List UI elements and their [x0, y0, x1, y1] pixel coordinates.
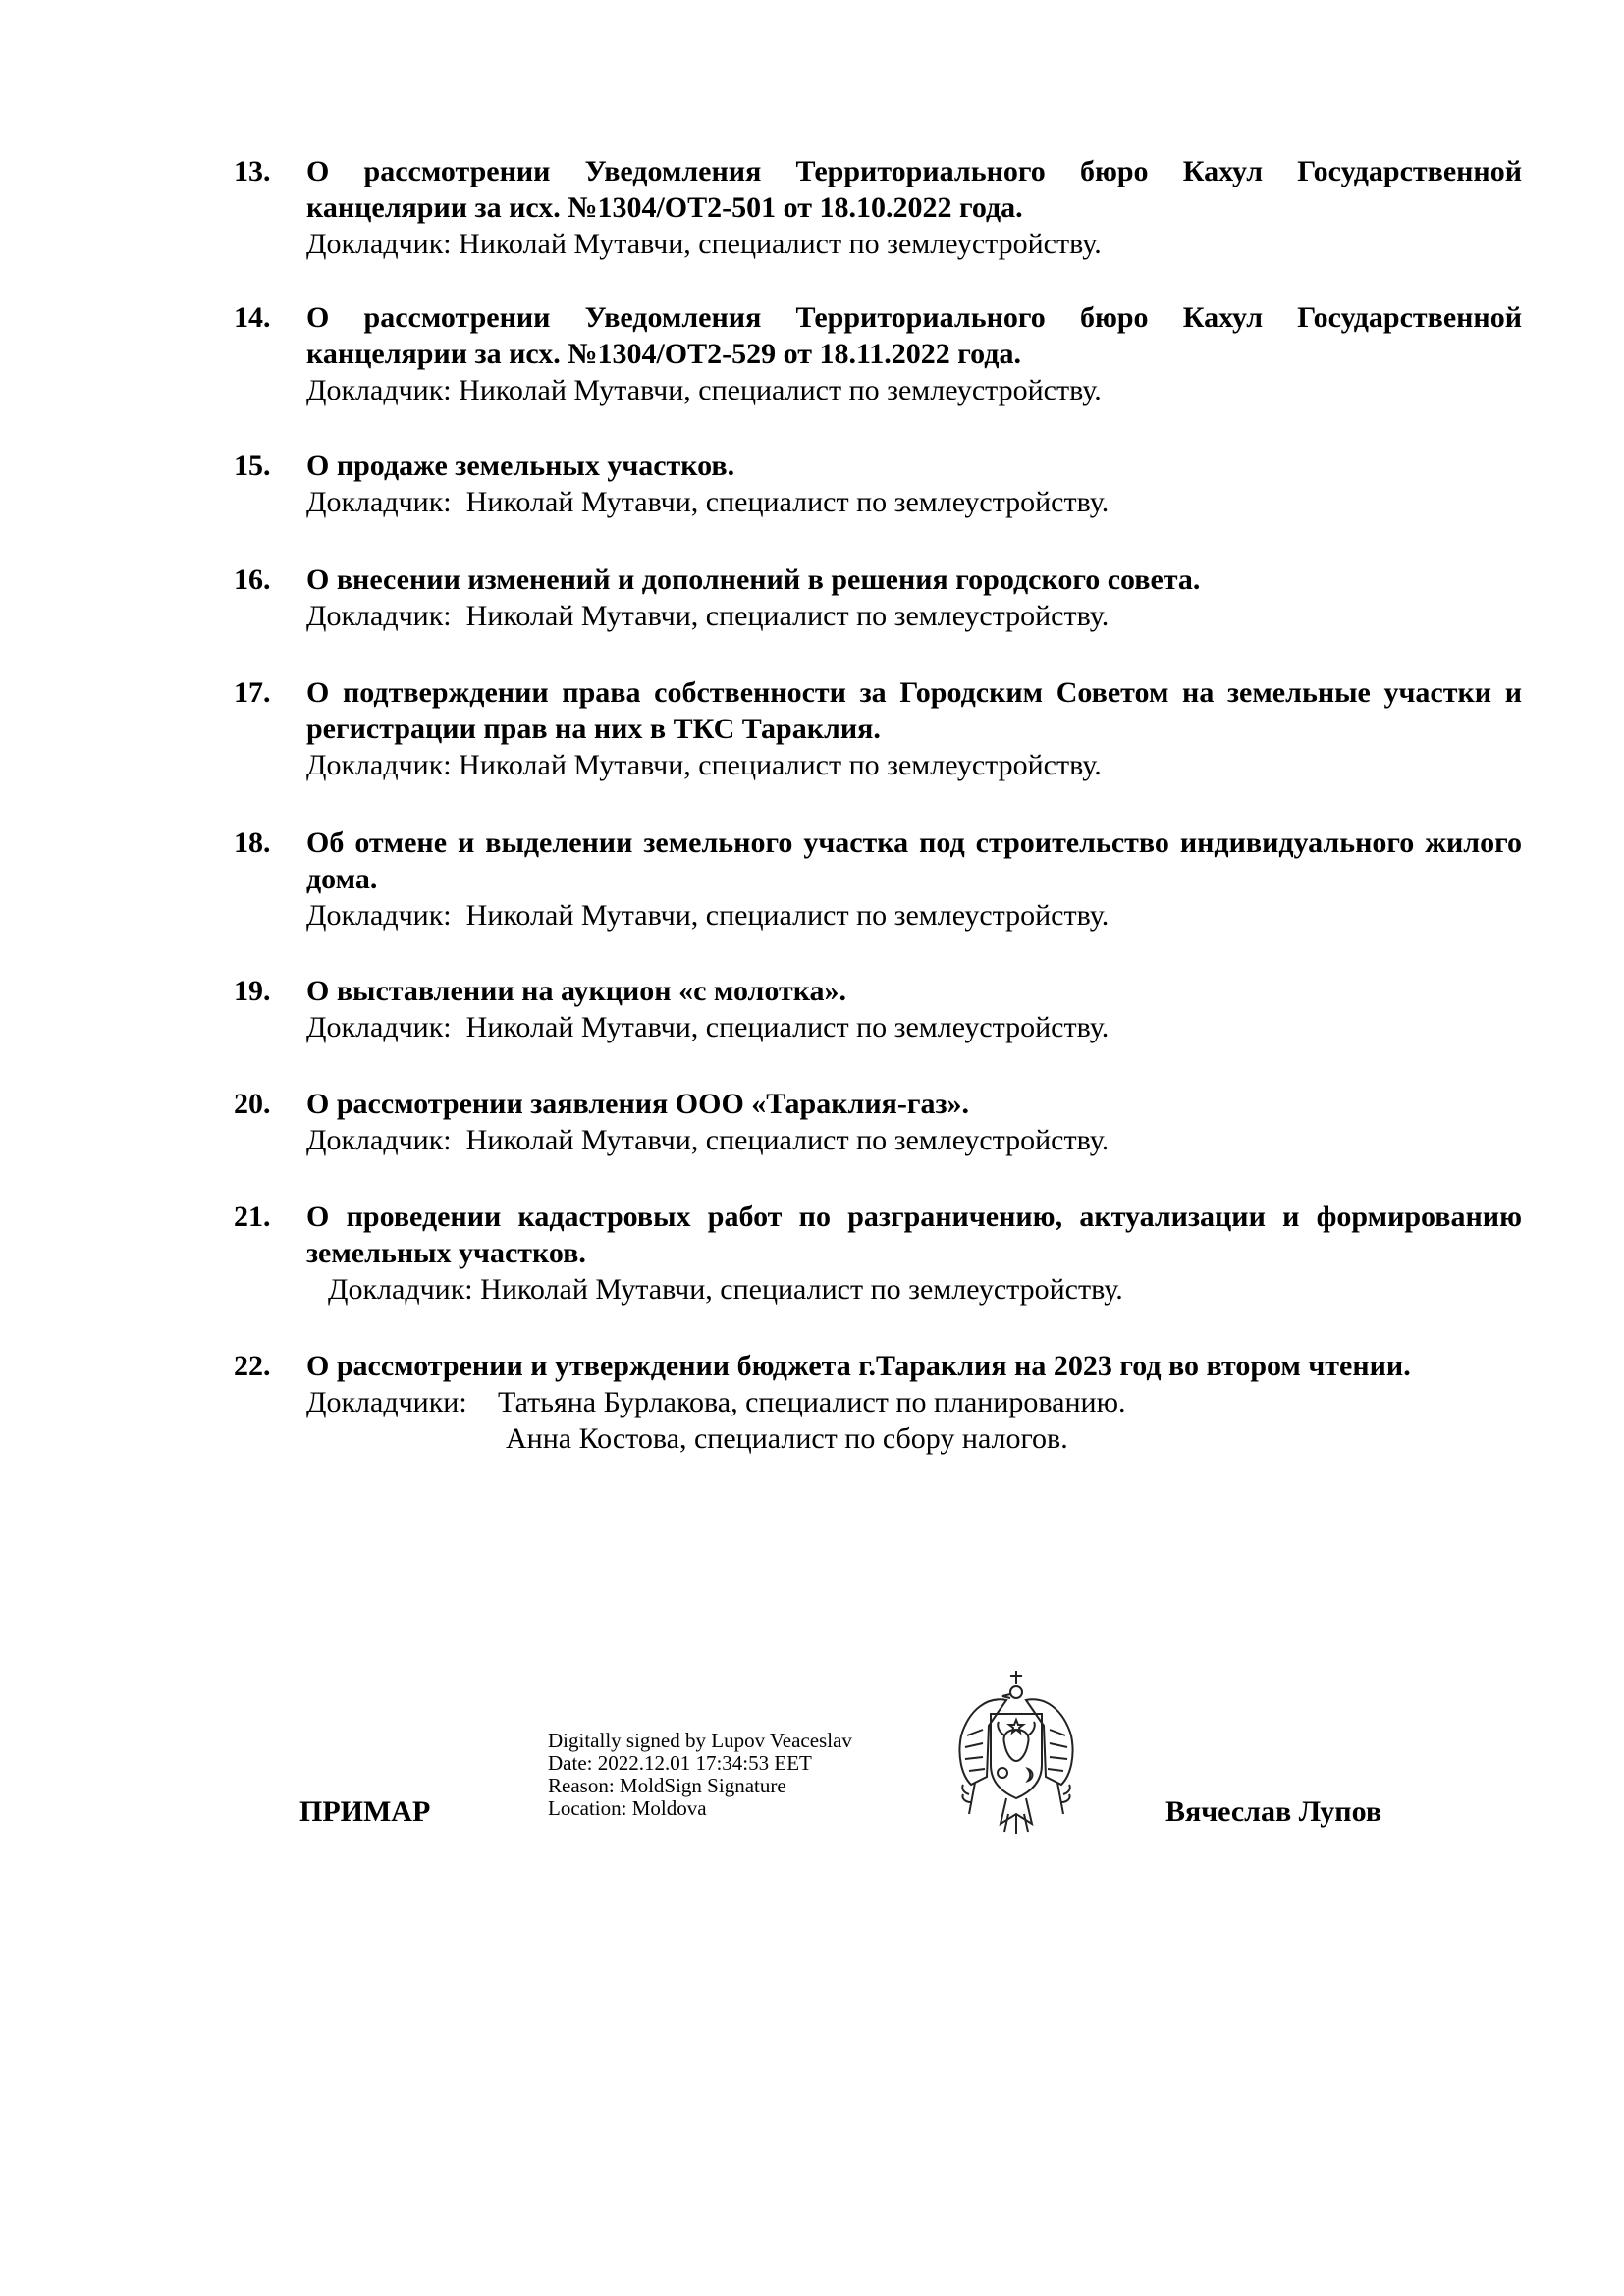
- agenda-item-14: [234, 299, 1522, 408]
- item-speaker: [306, 598, 1522, 634]
- signature-role: ПРИМАР: [299, 1795, 431, 1828]
- speaker-label: Докладчик:: [306, 374, 452, 406]
- agenda-item-16: [234, 561, 1522, 634]
- speaker-label: Докладчик:: [306, 486, 452, 518]
- agenda-item-15: [234, 448, 1522, 520]
- item-title: Об отмене и выделении земельного участка под строительство индивидуального жилого дома.: [306, 827, 1522, 895]
- agenda-list: [234, 153, 1522, 1457]
- item-speaker-2: Анна Костова, специалист по сбору налогов.: [506, 1422, 1068, 1455]
- item-title: О рассмотрении и утверждении бюджета г.Тараклия на 2023 год во втором чтении.: [306, 1350, 1411, 1382]
- item-speaker: [306, 372, 1522, 408]
- speaker-text: Николай Мутавчи, специалист по землеустройству.: [459, 749, 1102, 781]
- digital-signature-line: Date: 2022.12.01 17:34:53 EET: [548, 1751, 812, 1775]
- digital-signature-line: Location: Moldova: [548, 1796, 707, 1820]
- item-title: О рассмотрении заявления ООО «Тараклия-газ».: [306, 1088, 970, 1120]
- agenda-item-17: [234, 674, 1522, 783]
- speaker-text: Николай Мутавчи, специалист по землеустройству.: [459, 374, 1102, 406]
- item-number: 20.: [234, 1088, 271, 1120]
- speaker-label: Докладчик:: [306, 1124, 452, 1156]
- speaker-label: Докладчик:: [306, 1011, 452, 1043]
- digital-signature-line: Digitally signed by Lupov Veaceslav: [548, 1729, 852, 1752]
- speaker-label: Докладчик:: [328, 1273, 473, 1306]
- item-number: 15.: [234, 450, 271, 482]
- speaker-text: Николай Мутавчи, специалист по землеустройству.: [465, 1011, 1110, 1043]
- speaker-text: Татьяна Бурлакова, специалист по планированию.: [498, 1386, 1126, 1418]
- item-title: О внесении изменений и дополнений в решения городского совета.: [306, 563, 1201, 596]
- speaker-text: Николай Мутавчи, специалист по землеустройству.: [465, 1124, 1110, 1156]
- item-speaker: [306, 1122, 1522, 1158]
- agenda-item-19: [234, 973, 1522, 1045]
- speaker-text: Николай Мутавчи, специалист по землеустройству.: [465, 486, 1110, 518]
- speaker-label: Докладчик:: [306, 899, 452, 932]
- item-number: 16.: [234, 563, 271, 596]
- speaker-label: Докладчик:: [306, 749, 452, 781]
- item-speaker: [328, 1271, 1522, 1308]
- speaker-label: Докладчики:: [306, 1386, 467, 1418]
- speaker-text: Николай Мутавчи, специалист по землеустройству.: [465, 899, 1110, 932]
- speaker-text: Николай Мутавчи, специалист по землеустройству.: [459, 228, 1102, 260]
- item-title: О проведении кадастровых работ по разграничению, актуализации и формированию земельных участков.: [306, 1201, 1522, 1269]
- item-number: 17.: [234, 676, 271, 709]
- agenda-item-22: [234, 1348, 1522, 1457]
- item-number: 18.: [234, 827, 271, 859]
- digital-signature-info: [548, 1730, 852, 1820]
- speaker-label: Докладчик:: [306, 228, 452, 260]
- agenda-item-20: [234, 1086, 1522, 1158]
- speaker-text: Николай Мутавчи, специалист по землеустройству.: [465, 600, 1110, 632]
- item-title: О рассмотрении Уведомления Территориального бюро Кахул Государственной канцелярии за исх. №1304/ОТ2-501 от 18.10.2022 года.: [306, 155, 1522, 224]
- item-title: О рассмотрении Уведомления Территориального бюро Кахул Государственной канцелярии за исх. №1304/ОТ2-529 от 18.11.2022 года.: [306, 301, 1522, 370]
- item-title: О продаже земельных участков.: [306, 450, 735, 482]
- item-number: 22.: [234, 1350, 271, 1382]
- item-title: О выставлении на аукцион «с молотка».: [306, 975, 847, 1007]
- signer-name: Вячеслав Лупов: [1165, 1795, 1382, 1828]
- item-number: 14.: [234, 301, 271, 334]
- coat-of-arms-icon: [947, 1667, 1085, 1836]
- digital-signature-line: Reason: MoldSign Signature: [548, 1774, 786, 1797]
- agenda-item-13: [234, 153, 1522, 262]
- item-speaker: [306, 226, 1522, 262]
- item-speaker: [306, 747, 1522, 783]
- speaker-label: Докладчик:: [306, 600, 452, 632]
- agenda-item-18: [234, 825, 1522, 934]
- agenda-item-21: [234, 1199, 1522, 1308]
- item-speaker: [306, 1384, 1522, 1420]
- item-title: О подтверждении права собственности за Городским Советом на земельные участки и регистрации прав на них в ТКС Тараклия.: [306, 676, 1522, 745]
- item-number: 13.: [234, 155, 271, 187]
- item-number: 19.: [234, 975, 271, 1007]
- item-speaker: [306, 1009, 1522, 1045]
- speaker-text: Николай Мутавчи, специалист по землеустройству.: [480, 1273, 1123, 1306]
- item-number: 21.: [234, 1201, 271, 1233]
- item-speaker: [306, 897, 1522, 934]
- item-speaker: [306, 484, 1522, 520]
